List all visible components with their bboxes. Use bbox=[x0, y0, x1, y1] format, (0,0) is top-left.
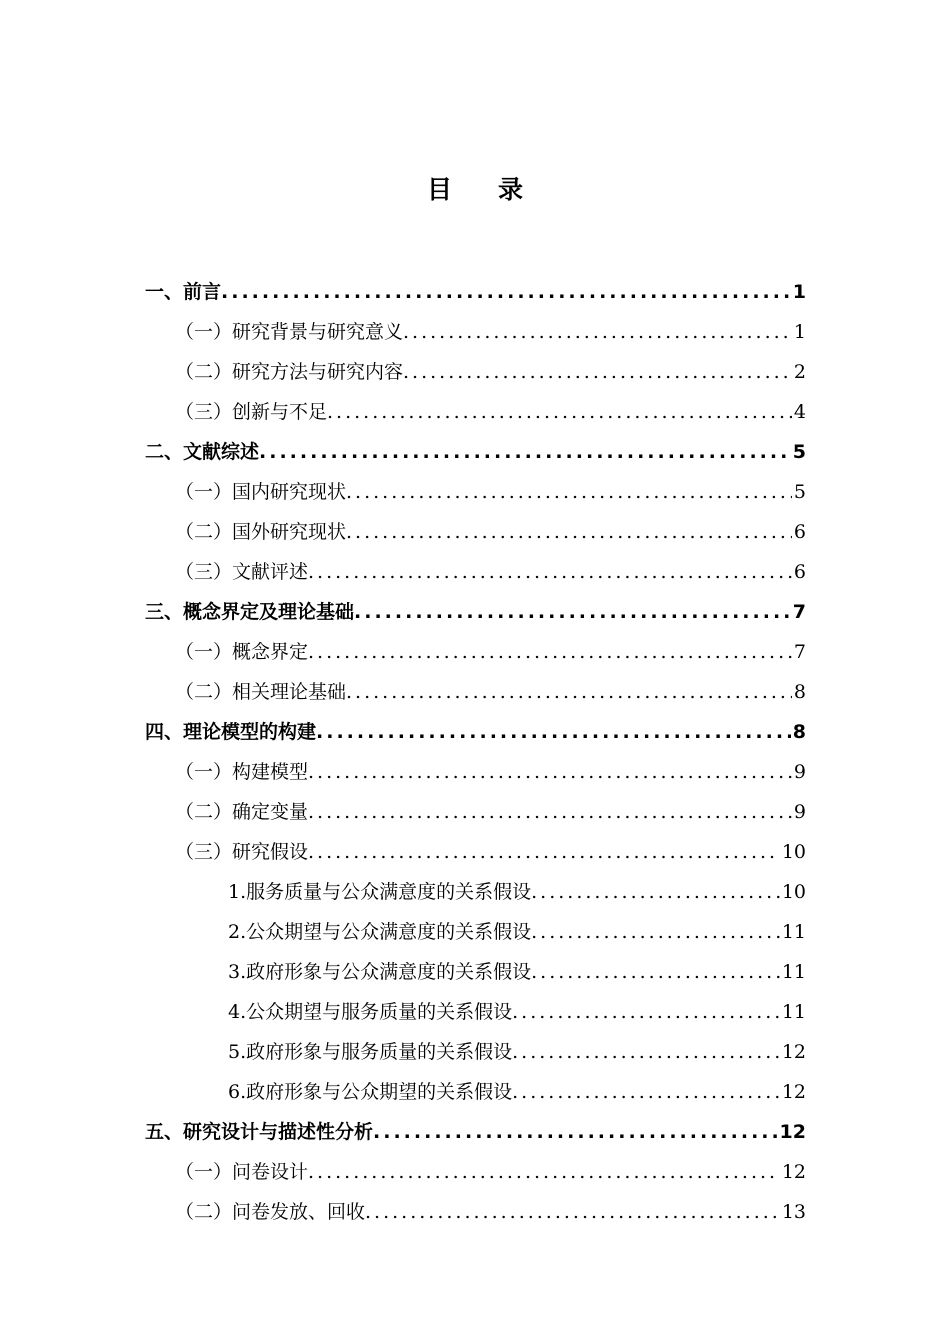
toc-entry-label: 4.公众期望与服务质量的关系假设 bbox=[228, 1001, 513, 1023]
toc-page-number: 4 bbox=[793, 401, 806, 423]
toc-leader-dots bbox=[373, 1115, 778, 1149]
toc-entry-level-1[interactable] bbox=[145, 715, 806, 749]
toc-entry-label: 四、理论模型的构建 bbox=[145, 721, 317, 743]
toc-entry-label: （一）问卷设计 bbox=[175, 1161, 309, 1183]
toc-entry-label: 五、研究设计与描述性分析 bbox=[145, 1121, 374, 1143]
toc-entry-label: 一、前言 bbox=[145, 281, 222, 303]
toc-page-number: 7 bbox=[793, 641, 806, 663]
toc-entry-label: （三）创新与不足 bbox=[175, 401, 328, 423]
toc-page-number: 12 bbox=[779, 1121, 806, 1143]
toc-entry-level-1[interactable] bbox=[145, 275, 806, 309]
toc-leader-dots bbox=[346, 515, 792, 549]
toc-entry-label: （三）研究假设 bbox=[175, 841, 309, 863]
toc-entry-label: （一）研究背景与研究意义 bbox=[175, 321, 404, 343]
toc-page-number: 8 bbox=[792, 721, 806, 743]
toc-entry-level-1[interactable] bbox=[145, 435, 806, 469]
toc-entry-label: （二）研究方法与研究内容 bbox=[175, 361, 404, 383]
title-char-2: 录 bbox=[498, 175, 524, 204]
toc-leader-dots bbox=[365, 1195, 780, 1229]
toc-leader-dots bbox=[308, 635, 792, 669]
toc-entry-level-2[interactable] bbox=[175, 675, 806, 709]
toc-entry-level-2[interactable] bbox=[175, 755, 806, 789]
toc-entry-level-2[interactable] bbox=[175, 475, 806, 509]
toc-leader-dots bbox=[403, 355, 792, 389]
toc-page-number: 12 bbox=[781, 1041, 806, 1063]
toc-page-number: 13 bbox=[781, 1201, 806, 1223]
toc-entry-label: 3.政府形象与公众满意度的关系假设 bbox=[228, 961, 532, 983]
toc-page-number: 9 bbox=[793, 761, 806, 783]
toc-entry-label: （一）构建模型 bbox=[175, 761, 309, 783]
toc-entry-label: （二）确定变量 bbox=[175, 801, 309, 823]
toc-entry-level-2[interactable] bbox=[175, 635, 806, 669]
toc-leader-dots bbox=[308, 555, 792, 589]
toc-leader-dots bbox=[403, 315, 792, 349]
toc-leader-dots bbox=[512, 995, 780, 1029]
toc-page-number: 1 bbox=[793, 321, 806, 343]
toc-leader-dots bbox=[259, 435, 791, 469]
toc-entry-label: 5.政府形象与服务质量的关系假设 bbox=[228, 1041, 513, 1063]
toc-leader-dots bbox=[531, 915, 780, 949]
toc-page-number: 5 bbox=[792, 441, 806, 463]
toc-entry-level-2[interactable] bbox=[175, 395, 806, 429]
toc-entry-label: （二）问卷发放、回收 bbox=[175, 1201, 366, 1223]
toc-page-number: 11 bbox=[781, 921, 806, 943]
toc-entry-level-2[interactable] bbox=[175, 315, 806, 349]
toc-leader-dots bbox=[327, 395, 792, 429]
toc-entry-level-3[interactable] bbox=[228, 1035, 806, 1069]
toc-page-number: 2 bbox=[793, 361, 806, 383]
toc-leader-dots bbox=[531, 955, 780, 989]
toc-page-number: 12 bbox=[781, 1081, 806, 1103]
toc-entry-level-3[interactable] bbox=[228, 1075, 806, 1109]
toc-page-number: 7 bbox=[792, 601, 806, 623]
toc-page-number: 10 bbox=[781, 881, 806, 903]
toc-leader-dots bbox=[308, 835, 780, 869]
toc-leader-dots bbox=[221, 275, 791, 309]
toc-page-number: 10 bbox=[781, 841, 806, 863]
toc-entry-level-2[interactable] bbox=[175, 355, 806, 389]
toc-leader-dots bbox=[512, 1075, 780, 1109]
toc-page-number: 6 bbox=[793, 521, 806, 543]
toc-leader-dots bbox=[531, 875, 780, 909]
toc-entry-level-1[interactable] bbox=[145, 595, 806, 629]
toc-entry-label: 6.政府形象与公众期望的关系假设 bbox=[228, 1081, 513, 1103]
toc-entry-label: （一）国内研究现状 bbox=[175, 481, 347, 503]
toc-entry-level-2[interactable] bbox=[175, 555, 806, 589]
toc-entry-level-3[interactable] bbox=[228, 915, 806, 949]
toc-entry-level-2[interactable] bbox=[175, 1155, 806, 1189]
toc-leader-dots bbox=[308, 1155, 780, 1189]
toc-entry-label: 2.公众期望与公众满意度的关系假设 bbox=[228, 921, 532, 943]
toc-entry-label: （二）相关理论基础 bbox=[175, 681, 347, 703]
toc-entry-label: （一）概念界定 bbox=[175, 641, 309, 663]
toc-entry-label: 二、文献综述 bbox=[145, 441, 260, 463]
toc-entry-level-2[interactable] bbox=[175, 515, 806, 549]
toc-leader-dots bbox=[346, 475, 792, 509]
toc-page-number: 6 bbox=[793, 561, 806, 583]
toc-entry-label: 1.服务质量与公众满意度的关系假设 bbox=[228, 881, 532, 903]
toc-entry-label: （二）国外研究现状 bbox=[175, 521, 347, 543]
toc-page-number: 8 bbox=[793, 681, 806, 703]
toc-leader-dots bbox=[308, 755, 792, 789]
toc-page-number: 9 bbox=[793, 801, 806, 823]
toc-leader-dots bbox=[512, 1035, 780, 1069]
toc-entry-level-2[interactable] bbox=[175, 1195, 806, 1229]
toc-page-number: 11 bbox=[781, 1001, 806, 1023]
page-title bbox=[0, 170, 950, 206]
toc-leader-dots bbox=[346, 675, 792, 709]
toc-entry-level-2[interactable] bbox=[175, 835, 806, 869]
toc-entry-label: （三）文献评述 bbox=[175, 561, 309, 583]
toc-entry-level-3[interactable] bbox=[228, 955, 806, 989]
toc-entry-label: 三、概念界定及理论基础 bbox=[145, 601, 355, 623]
toc-entry-level-3[interactable] bbox=[228, 875, 806, 909]
toc-page-number: 11 bbox=[781, 961, 806, 983]
toc-leader-dots bbox=[316, 715, 791, 749]
title-char-1: 目 bbox=[426, 175, 452, 204]
toc-entry-level-3[interactable] bbox=[228, 995, 806, 1029]
toc-leader-dots bbox=[354, 595, 791, 629]
toc-entry-level-1[interactable] bbox=[145, 1115, 806, 1149]
toc-entry-level-2[interactable] bbox=[175, 795, 806, 829]
toc-page-number: 1 bbox=[792, 281, 806, 303]
toc-leader-dots bbox=[308, 795, 792, 829]
toc-page-number: 5 bbox=[793, 481, 806, 503]
toc-page-number: 12 bbox=[781, 1161, 806, 1183]
